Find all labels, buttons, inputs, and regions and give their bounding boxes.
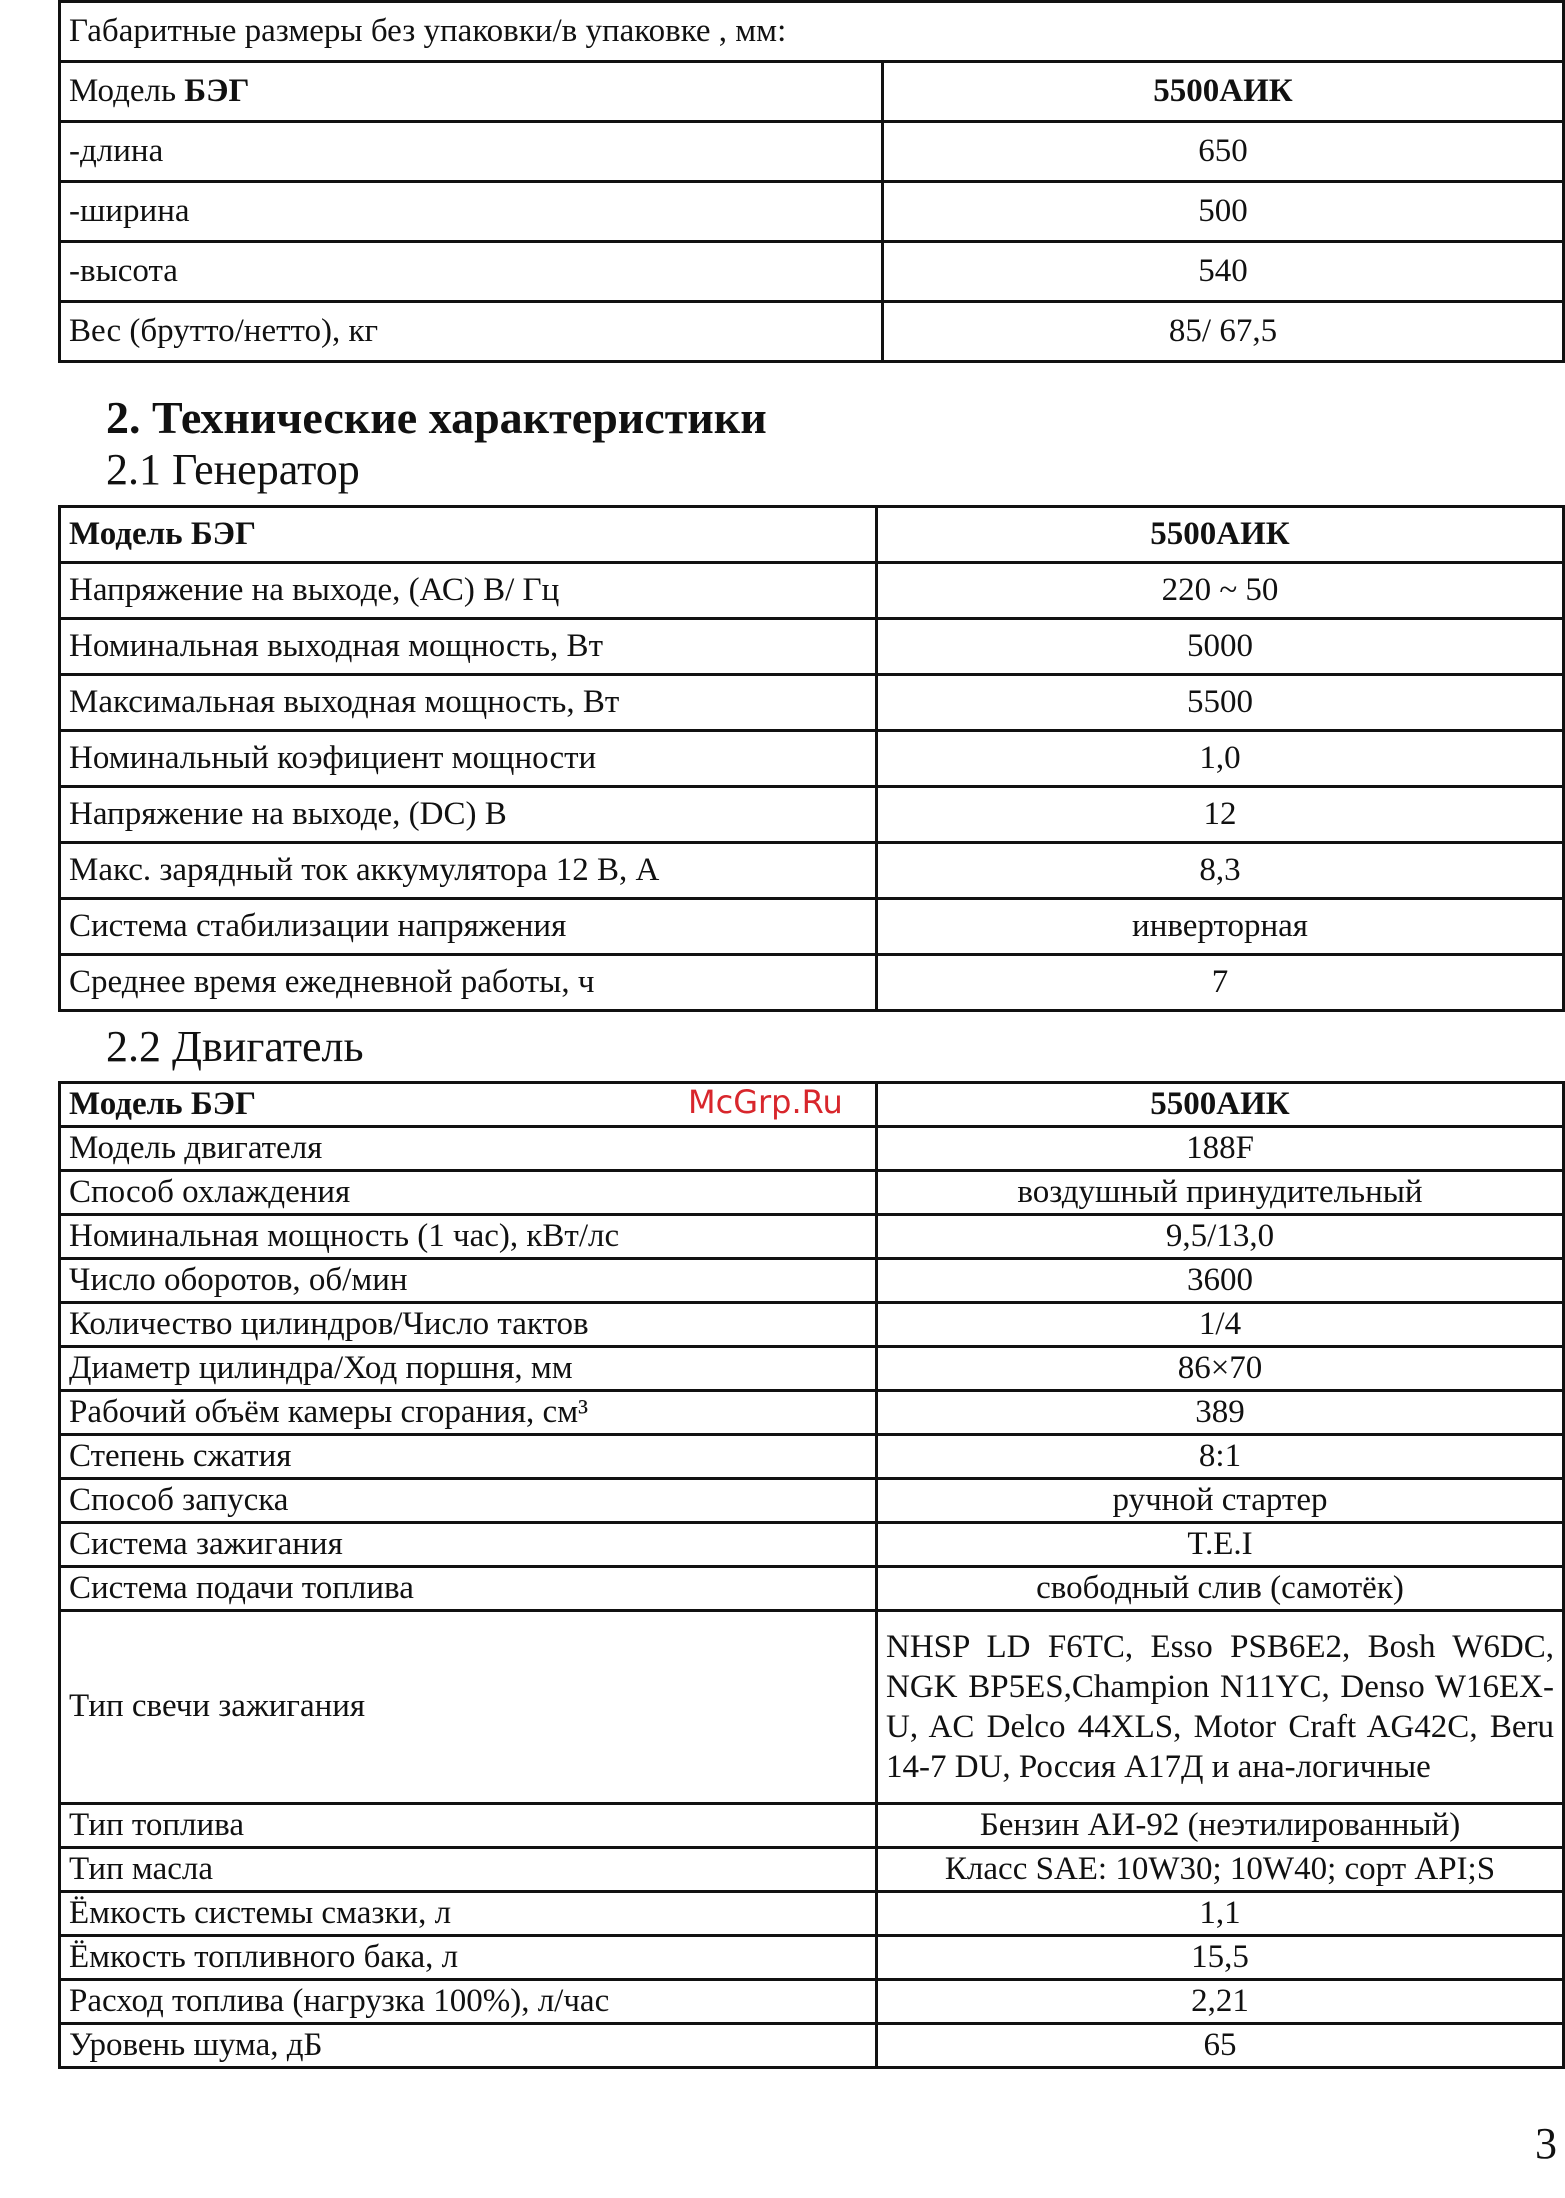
row-value: Класс SAE: 10W30; 10W40; сорт API;S [877,1848,1564,1892]
row-value: свободный слив (самотёк) [877,1567,1564,1611]
table-row [60,955,1564,1011]
generator-table [58,505,1565,1012]
row-value: 8,3 [877,843,1564,899]
table-row [60,1171,1564,1215]
row-label: -ширина [60,182,883,242]
table-row [60,1391,1564,1435]
table-row [60,2,1564,62]
model-label: Модель БЭГ [60,507,877,563]
table-row [60,899,1564,955]
row-label: Номинальная выходная мощность, Вт [60,619,877,675]
table-row [60,731,1564,787]
table-row [60,1936,1564,1980]
row-label: Система подачи топлива [60,1567,877,1611]
row-value: 7 [877,955,1564,1011]
row-label: Число оборотов, об/мин [60,1259,877,1303]
table-row [60,1435,1564,1479]
row-label: Степень сжатия [60,1435,877,1479]
row-value: 15,5 [877,1936,1564,1980]
generator-title: 2.1 Генератор [106,445,360,494]
model-label-bold: БЭГ [184,72,250,109]
engine-table [58,1081,1565,2069]
row-value: 3600 [877,1259,1564,1303]
row-value: 1/4 [877,1303,1564,1347]
row-value: 12 [877,787,1564,843]
table-row [60,242,1564,302]
table-row [60,1127,1564,1171]
table-row [60,1892,1564,1936]
row-value: 500 [883,182,1564,242]
row-label: Тип топлива [60,1804,877,1848]
row-label: Номинальная мощность (1 час), кВт/лс [60,1215,877,1259]
table-row [60,1611,1564,1804]
table-row [60,1848,1564,1892]
row-label: Тип свечи зажигания [60,1611,877,1804]
row-label: Среднее время ежедневной работы, ч [60,955,877,1011]
row-value: 1,1 [877,1892,1564,1936]
row-label: Уровень шума, дБ [60,2024,877,2068]
row-value: воздушный принудительный [877,1171,1564,1215]
row-value: 389 [877,1391,1564,1435]
row-value: 650 [883,122,1564,182]
row-label: Модель двигателя [60,1127,877,1171]
section-title: 2. Технические характеристики [106,392,767,443]
table-row [60,787,1564,843]
model-label: Модель [69,72,185,109]
row-label: Номинальный коэфициент мощности [60,731,877,787]
row-label: -длина [60,122,883,182]
row-label: Диаметр цилиндра/Ход поршня, мм [60,1347,877,1391]
table-header-row [60,62,1564,122]
row-label: Способ запуска [60,1479,877,1523]
table-row [60,1523,1564,1567]
dimensions-table [58,0,1565,363]
model-value: 5500АИК [877,1083,1564,1127]
row-label: Макс. зарядный ток аккумулятора 12 В, А [60,843,877,899]
row-label: Напряжение на выходе, (АС) В/ Гц [60,563,877,619]
row-value: 8:1 [877,1435,1564,1479]
row-value: Бензин АИ-92 (неэтилированный) [877,1804,1564,1848]
row-value: 2,21 [877,1980,1564,2024]
row-label: Максимальная выходная мощность, Вт [60,675,877,731]
model-label-cell [60,62,883,122]
model-value: 5500АИК [877,507,1564,563]
row-value: ручной стартер [877,1479,1564,1523]
table-header-row [60,507,1564,563]
table-row [60,1479,1564,1523]
table-row [60,1980,1564,2024]
row-label: Количество цилиндров/Число тактов [60,1303,877,1347]
row-value: 9,5/13,0 [877,1215,1564,1259]
row-value: T.E.I [877,1523,1564,1567]
table-row [60,1347,1564,1391]
table-row [60,2024,1564,2068]
row-label: Расход топлива (нагрузка 100%), л/час [60,1980,877,2024]
row-value: 5500 [877,675,1564,731]
row-value: 65 [877,2024,1564,2068]
row-value: 86×70 [877,1347,1564,1391]
table-row [60,619,1564,675]
row-label: Вес (брутто/нетто), кг [60,302,883,362]
dimensions-caption: Габаритные размеры без упаковки/в упаковке , мм: [60,2,1564,62]
row-value: 85/ 67,5 [883,302,1564,362]
model-value: 5500АИК [883,62,1564,122]
row-value: 540 [883,242,1564,302]
table-row [60,1303,1564,1347]
page-number: 3 [1535,2119,1557,2168]
table-row [60,675,1564,731]
row-value: 1,0 [877,731,1564,787]
row-label: Способ охлаждения [60,1171,877,1215]
watermark: McGrp.Ru [688,1083,843,1121]
row-value: 188F [877,1127,1564,1171]
row-label: -высота [60,242,883,302]
row-value: NHSP LD F6TC, Esso PSB6E2, Bosh W6DC, NGK BP5ES,Champion N11YC, Denso W16EX-U, AC Delco 44XLS, Motor Craft AG42C, Beru 14-7 DU, Россия А17Д и ана-логичные [877,1611,1564,1804]
table-row [60,1259,1564,1303]
engine-title: 2.2 Двигатель [106,1022,364,1071]
row-label: Ёмкость системы смазки, л [60,1892,877,1936]
row-value: инверторная [877,899,1564,955]
table-row [60,1215,1564,1259]
table-row [60,1567,1564,1611]
row-value: 220 ~ 50 [877,563,1564,619]
row-label: Рабочий объём камеры сгорания, см³ [60,1391,877,1435]
row-label: Напряжение на выходе, (DC) В [60,787,877,843]
table-row [60,1804,1564,1848]
model-label: Модель БЭГ [60,1083,877,1127]
table-row [60,182,1564,242]
table-row [60,122,1564,182]
row-label: Ёмкость топливного бака, л [60,1936,877,1980]
row-label: Тип масла [60,1848,877,1892]
row-value: 5000 [877,619,1564,675]
table-row [60,563,1564,619]
table-row [60,302,1564,362]
row-label: Система зажигания [60,1523,877,1567]
table-row [60,843,1564,899]
row-label: Система стабилизации напряжения [60,899,877,955]
